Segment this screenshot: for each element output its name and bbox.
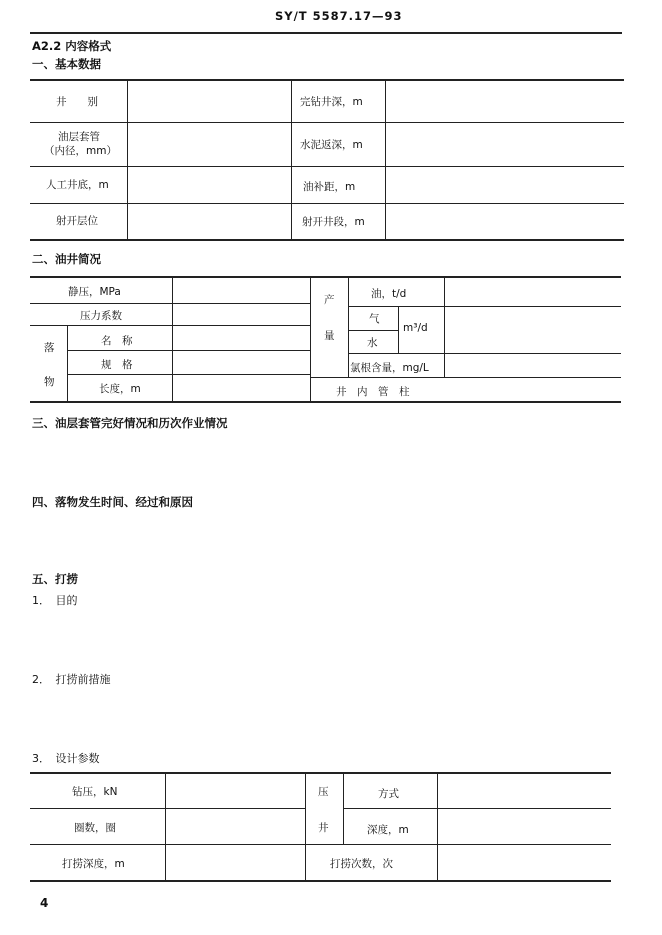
fishing-times-label: 打捞次数，次 xyxy=(330,858,393,870)
design-parameters-item: 3． 设计参数 xyxy=(32,752,100,765)
turns-label: 圈数，圈 xyxy=(74,822,116,834)
pre-fishing-measures-item: 2． 打捞前措施 xyxy=(32,673,111,686)
header-rule xyxy=(30,32,622,34)
tubing-string-label: 井 内 管 柱 xyxy=(336,386,410,398)
well-pressure-char-2: 井 xyxy=(318,822,329,834)
perforated-interval-label: 射开井段，m xyxy=(302,216,365,228)
well-type-label: 井 别 xyxy=(56,96,98,108)
standard-code: SY/T 5587.17—93 xyxy=(275,9,403,23)
casing-label: 油层套管 xyxy=(58,131,100,143)
section4-title: 四、落物发生时间、经过和原因 xyxy=(32,495,193,509)
static-pressure-label: 静压，MPa xyxy=(68,286,121,298)
section5-title: 五、打捞 xyxy=(32,572,78,586)
fallen-object-name-label: 名 称 xyxy=(101,335,133,347)
production-char-2: 量 xyxy=(324,330,335,342)
production-char-1: 产 xyxy=(324,294,335,306)
oil-rate-label: 油，t/d xyxy=(371,288,407,300)
gas-water-unit: m³/d xyxy=(403,322,428,334)
kelly-bushing-label: 油补距，m xyxy=(303,181,356,193)
well-pressure-method-label: 方式 xyxy=(378,788,399,800)
section3-title: 三、油层套管完好情况和历次作业情况 xyxy=(32,416,228,430)
section1-title: 一、基本数据 xyxy=(32,57,101,71)
fallen-object-char-2: 物 xyxy=(44,376,55,388)
completion-depth-label: 完钻井深，m xyxy=(300,96,363,108)
artificial-bottom-label: 人工井底，m xyxy=(46,179,109,191)
section-a22-title: A2.2 内容格式 xyxy=(32,39,112,53)
pressure-coefficient-label: 压力系数 xyxy=(80,310,122,322)
fallen-object-length-label: 长度，m xyxy=(99,383,141,395)
fallen-object-spec-label: 规 格 xyxy=(101,359,133,371)
page-number: 4 xyxy=(40,896,49,910)
well-pressure-depth-label: 深度，m xyxy=(367,824,409,836)
perforated-layer-label: 射开层位 xyxy=(56,215,98,227)
fishing-purpose-item: 1． 目的 xyxy=(32,594,78,607)
well-pressure-char-1: 压 xyxy=(318,786,329,798)
chloride-content-label: 氯根含量，mg/L xyxy=(350,362,429,374)
section2-title: 二、油井简况 xyxy=(32,252,101,266)
drill-pressure-label: 钻压，kN xyxy=(72,786,118,798)
gas-label: 气 xyxy=(369,313,380,325)
fishing-depth-label: 打捞深度，m xyxy=(62,858,125,870)
fallen-object-char-1: 落 xyxy=(44,342,55,354)
water-label: 水 xyxy=(367,337,378,349)
casing-diameter-label: （内径，mm） xyxy=(44,145,117,157)
cement-return-label: 水泥返深，m xyxy=(300,139,363,151)
